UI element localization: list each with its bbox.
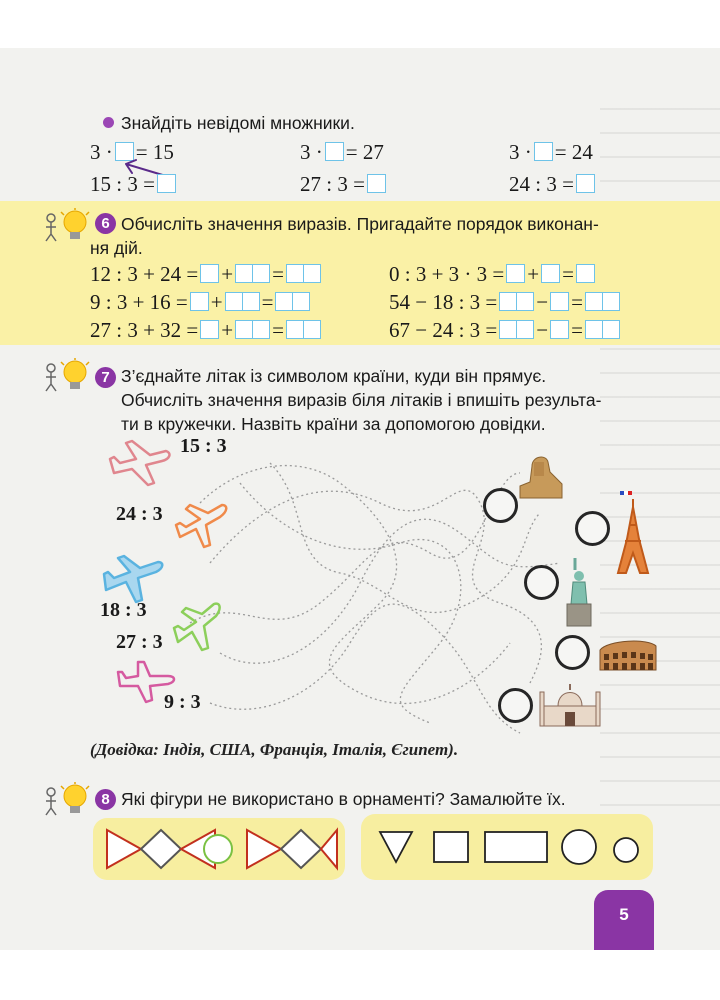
- thinking-lightbulb-icon: [43, 782, 95, 816]
- task8-text: Які фігури не використано в орнаменті? Замалюйте їх.: [121, 789, 566, 809]
- equation-2-1: 15 : 3 =: [90, 172, 178, 197]
- triangle-shape: [380, 832, 412, 862]
- equation-1-2: 3 · = 27: [300, 140, 384, 164]
- task6-expression-left-1: 12 : 3 + 24 = + =: [90, 262, 323, 287]
- small-circle-shape: [614, 838, 638, 862]
- plane-icon: [108, 435, 178, 495]
- answer-circle[interactable]: [555, 635, 590, 670]
- thinking-lightbulb-icon: [43, 208, 95, 242]
- task7-line2: Обчисліть значення виразів біля літаків і впишіть результа-: [121, 390, 602, 410]
- plane-icon: [174, 497, 234, 557]
- task6-line1: Обчисліть значення виразів. Пригадайте порядок виконан-: [121, 214, 599, 234]
- answer-circle[interactable]: [483, 488, 518, 523]
- answer-circle[interactable]: [575, 511, 610, 546]
- square-shape: [434, 832, 468, 862]
- answer-circle[interactable]: [498, 688, 533, 723]
- task6-expression-right-2: 54 − 18 : 3 = − =: [389, 290, 622, 315]
- plane-expression: 24 : 3: [116, 503, 163, 525]
- eiffel-tower-icon: [612, 491, 654, 575]
- task6-expression-right-3: 67 − 24 : 3 = − =: [389, 318, 622, 343]
- task6-number-badge: 6: [95, 213, 116, 234]
- section5-instruction: Знайдіть невідомі множники.: [121, 113, 355, 133]
- task7-line3: ти в кружечки. Назвіть країни за допомогою довідки.: [121, 414, 546, 434]
- plane-expression: 9 : 3: [164, 691, 201, 713]
- thinking-lightbulb-icon: [43, 358, 95, 392]
- answer-box[interactable]: [576, 174, 595, 193]
- statue-of-liberty-icon: [561, 556, 597, 628]
- task8-number-badge: 8: [95, 789, 116, 810]
- plane-icon: [172, 598, 234, 656]
- country-reference: (Довідка: Індія, США, Франція, Італія, Єгипет).: [90, 740, 459, 759]
- plane-expression: 27 : 3: [116, 631, 163, 653]
- task7-number-badge: 7: [95, 367, 116, 388]
- colosseum-icon: [598, 636, 658, 672]
- equation-1-3: 3 · = 24: [509, 140, 593, 164]
- task6-expression-left-2: 9 : 3 + 16 = + =: [90, 290, 312, 315]
- rectangle-shape: [485, 832, 547, 862]
- page-number: 5: [619, 905, 629, 924]
- answer-box[interactable]: [534, 142, 553, 161]
- task7-line1: З’єднайте літак із символом країни, куди він прямує.: [121, 366, 547, 386]
- plane-expression: 18 : 3: [100, 599, 147, 621]
- answer-box[interactable]: [157, 174, 176, 193]
- answer-box[interactable]: [325, 142, 344, 161]
- textbook-page: [0, 48, 720, 950]
- task6-expression-left-3: 27 : 3 + 32 = + =: [90, 318, 323, 343]
- shapes-options: [372, 826, 650, 870]
- equation-2-2: 27 : 3 =: [300, 172, 388, 197]
- sphinx-icon: [516, 448, 566, 500]
- task6-expression-right-1: 0 : 3 + 3 · 3 = + =: [389, 262, 597, 287]
- large-circle-shape: [562, 830, 596, 864]
- answer-box[interactable]: [367, 174, 386, 193]
- equation-1-1: 3 · = 15: [90, 140, 174, 164]
- task6-line2: ня дій.: [90, 238, 143, 258]
- answer-circle[interactable]: [524, 565, 559, 600]
- taj-mahal-icon: [538, 676, 602, 728]
- equation-2-3: 24 : 3 =: [509, 172, 597, 197]
- ornament-pattern: [101, 824, 341, 874]
- bullet-dot: [103, 117, 114, 128]
- plane-expression: 15 : 3: [180, 435, 227, 457]
